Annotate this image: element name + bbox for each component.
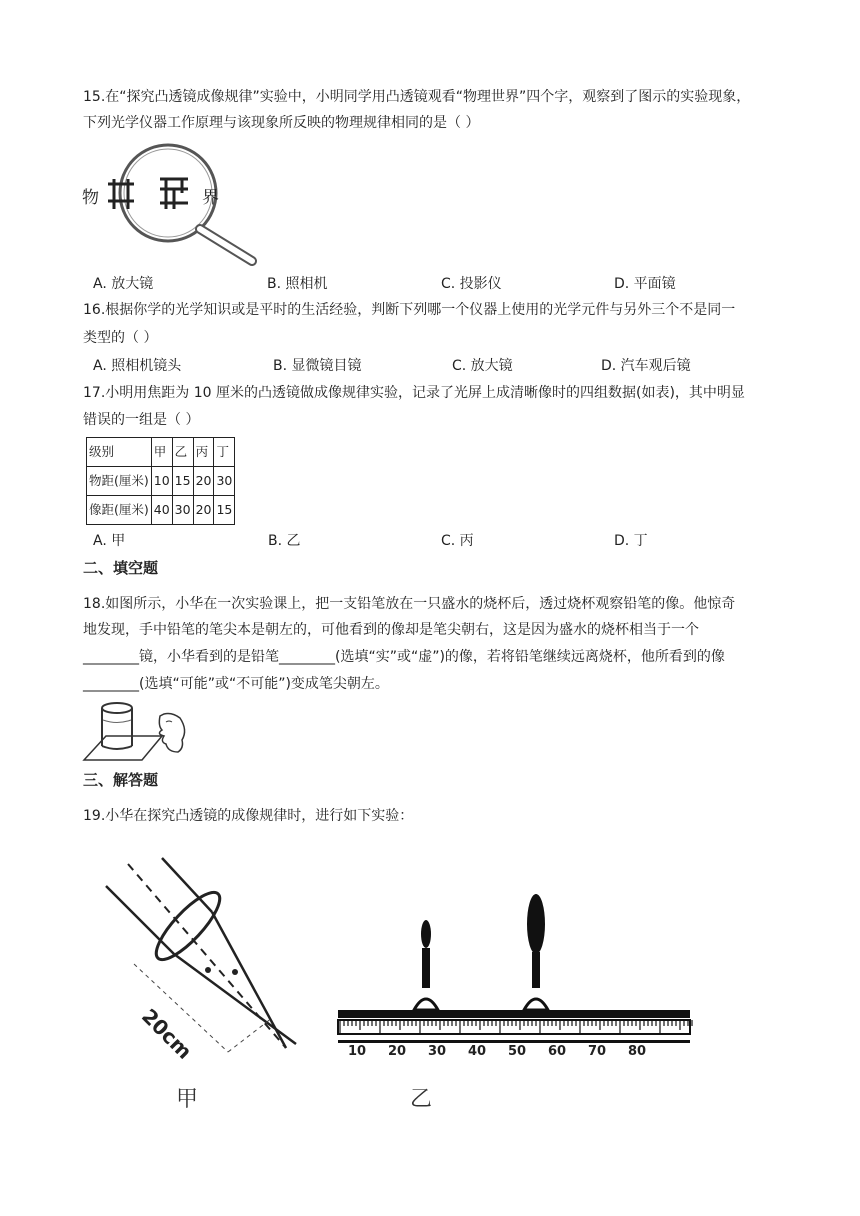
ruler-tick-label: 10 bbox=[348, 1044, 367, 1059]
table-cell: 丙 bbox=[193, 438, 214, 467]
section-title-answer: 三、解答题 bbox=[83, 771, 159, 789]
table-row bbox=[87, 496, 235, 525]
q18-line3: ________镜，小华看到的是铅笔________(选填“实”或“虚”)的像，若将铅笔继续远离烧杯，他所看到的像 bbox=[83, 649, 725, 665]
table-cell: 20 bbox=[193, 496, 214, 525]
table-cell: 10 bbox=[151, 467, 172, 496]
table-cell: 40 bbox=[151, 496, 172, 525]
q17-line2: 错误的一组是（ ） bbox=[83, 412, 200, 428]
q18-line2: 地发现，手中铅笔的笔尖本是朝左的，可他看到的像却是笔尖朝右，这是因为盛水的烧杯相当于一个 bbox=[83, 622, 699, 638]
q17-option-c[interactable]: C. 丙 bbox=[441, 533, 474, 549]
table-cell: 像距(厘米) bbox=[87, 496, 152, 525]
figure-char-1: 物 bbox=[82, 188, 99, 208]
q17-option-d[interactable]: D. 丁 bbox=[614, 533, 648, 549]
table-cell: 15 bbox=[214, 496, 235, 525]
magnifier-icon bbox=[80, 143, 260, 268]
figure-caption-b: 乙 bbox=[410, 1087, 433, 1112]
q15-line1: 15.在“探究凸透镜成像规律”实验中，小明同学用凸透镜观看“物理世界”四个字，观察到了图示的实验现象， bbox=[83, 89, 751, 105]
table-cell: 15 bbox=[172, 467, 193, 496]
q19-line1: 19.小华在探究凸透镜的成像规律时，进行如下实验： bbox=[83, 808, 414, 824]
q16-option-c[interactable]: C. 放大镜 bbox=[452, 358, 513, 374]
q15-option-b[interactable]: B. 照相机 bbox=[267, 276, 328, 292]
ruler-tick-label: 20 bbox=[388, 1044, 407, 1059]
ruler-tick-label: 70 bbox=[588, 1044, 607, 1059]
table-cell: 30 bbox=[214, 467, 235, 496]
table-cell: 级别 bbox=[87, 438, 152, 467]
table-cell: 20 bbox=[193, 467, 214, 496]
table-cell: 乙 bbox=[172, 438, 193, 467]
table-row bbox=[87, 467, 235, 496]
ruler-tick-label: 30 bbox=[428, 1044, 447, 1059]
section-title-fill-in: 二、填空题 bbox=[83, 559, 159, 577]
q16-line1: 16.根据你学的光学知识或是平时的生活经验，判断下列哪一个仪器上使用的光学元件与另外三个不是同一 bbox=[83, 302, 736, 318]
ruler-tick-label: 60 bbox=[548, 1044, 567, 1059]
q16-option-a[interactable]: A. 照相机镜头 bbox=[93, 358, 182, 374]
magnifier-figure bbox=[80, 143, 260, 268]
q18-line4: ________(选填“可能”或“不可能”)变成笔尖朝左。 bbox=[83, 676, 389, 692]
ruler-tick-label: 40 bbox=[468, 1044, 487, 1059]
beaker-and-observer-icon bbox=[82, 700, 192, 762]
table-header-row bbox=[87, 438, 235, 467]
lens-rays-icon bbox=[100, 852, 310, 1072]
q16-line2: 类型的（ ） bbox=[83, 330, 158, 346]
q15-option-d[interactable]: D. 平面镜 bbox=[614, 276, 676, 292]
focal-length-label: 20cm bbox=[137, 1004, 197, 1064]
q15-option-c[interactable]: C. 投影仪 bbox=[441, 276, 502, 292]
q18-line1: 18.如图所示，小华在一次实验课上，把一支铅笔放在一只盛水的烧杯后，透过烧杯观察铅笔的像。他惊奇 bbox=[83, 596, 736, 612]
optical-bench-figure bbox=[336, 892, 696, 1072]
q15-line2: 下列光学仪器工作原理与该现象所反映的物理规律相同的是（ ） bbox=[83, 115, 480, 131]
q17-option-a[interactable]: A. 甲 bbox=[93, 533, 126, 549]
q17-line1: 17.小明用焦距为 10 厘米的凸透镜做成像规律实验，记录了光屏上成清晰像时的四组数据(如表)，其中明显 bbox=[83, 385, 745, 401]
table-cell: 甲 bbox=[151, 438, 172, 467]
ruler-tick-label: 80 bbox=[628, 1044, 647, 1059]
lens-focal-diagram bbox=[100, 852, 310, 1072]
figure-caption-a: 甲 bbox=[176, 1087, 199, 1112]
figure-char-4: 界 bbox=[202, 188, 219, 208]
table-cell: 丁 bbox=[214, 438, 235, 467]
q16-option-d[interactable]: D. 汽车观后镜 bbox=[601, 358, 691, 374]
beaker-figure bbox=[82, 700, 192, 762]
ruler-tick-label: 50 bbox=[508, 1044, 527, 1059]
q16-option-b[interactable]: B. 显微镜目镜 bbox=[273, 358, 362, 374]
data-table bbox=[86, 437, 235, 525]
table-cell: 物距(厘米) bbox=[87, 467, 152, 496]
q15-option-a[interactable]: A. 放大镜 bbox=[93, 276, 154, 292]
q17-option-b[interactable]: B. 乙 bbox=[268, 533, 301, 549]
table-cell: 30 bbox=[172, 496, 193, 525]
